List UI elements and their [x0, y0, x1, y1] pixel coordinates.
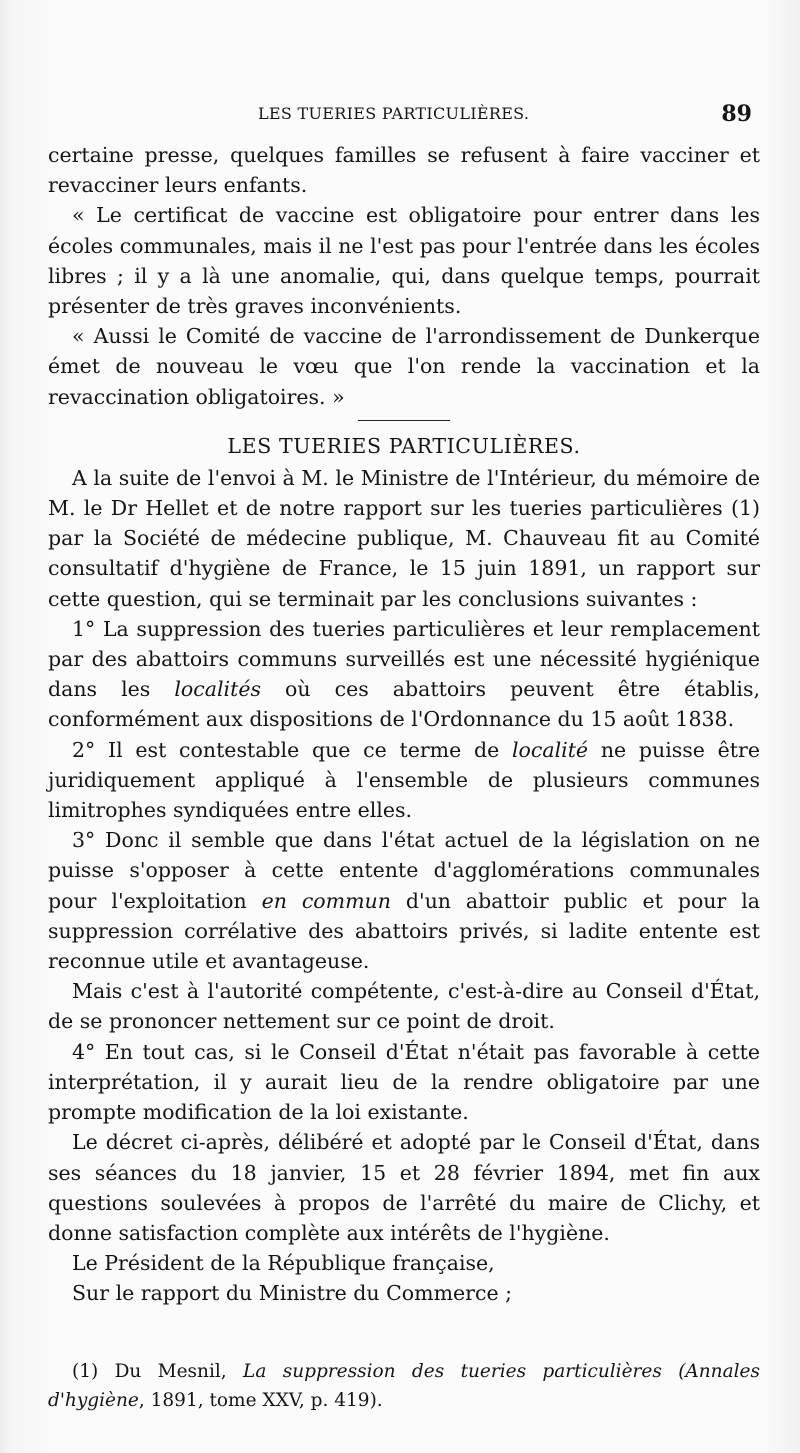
paragraph-quote-comite: « Aussi le Comité de vaccine de l'arrondissement de Dunkerque émet de nouveau le vœu que l'on rende la vaccination et la revaccination obligatoires. »: [48, 324, 760, 409]
section-heading: LES TUERIES PARTICULIÈRES.: [227, 433, 581, 458]
conclusion-4: 4° En tout cas, si le Conseil d'État n'était pas favorable à cette interprétation, il y aurait lieu de la rendre obligatoire par une prompte modification de la loi existante.: [48, 1039, 760, 1125]
footnote: [48, 1357, 760, 1415]
conclusion-3-text-b: d'un abattoir public et pour la suppression corrélative des abattoirs privés, si ladite entente est reconnue utile et avantageuse.: [48, 888, 760, 974]
footnote-text-b: , 1891, tome XXV, p. 419).: [138, 1390, 383, 1411]
body-text: [48, 140, 760, 1309]
footnote-emphasis: La suppression des tueries particulières (Annales d'hygiène: [48, 1361, 760, 1411]
paragraph-continuation: certaine presse, quelques familles se refusent à faire vacciner et revacciner leurs enfants.: [48, 143, 760, 198]
conclusion-3-text-a: 3° Donc il semble que dans l'état actuel de la législation on ne puisse s'opposer à cette entente d'agglomérations communales pour l'exploitation: [48, 828, 760, 913]
conclusion-2-text-b: ne puisse être juridiquement appliqué à l'ensemble de plusieurs communes limitrophes syndiquées entre elles.: [48, 737, 760, 823]
paragraph-president: Le Président de la République française,: [72, 1251, 495, 1276]
paragraph-intro: A la suite de l'envoi à M. le Ministre de l'Intérieur, du mémoire de M. le Dr Hellet et de notre rapport sur les tueries particulières (1) par la Société de médecine publique, M. Chauveau fit au Comité consultatif d'hygiène de France, le 15 juin 1891, un rapport sur cette question, qui se terminait par les conclusions suivantes :: [48, 465, 760, 611]
section-divider: [358, 420, 450, 421]
conclusion-1-text-a: 1° La suppression des tueries particulières et leur remplacement par des abattoirs communs surveillés est une nécessité hygiénique dans les: [48, 616, 760, 702]
conclusion-3: [48, 825, 760, 976]
paragraph-quote-certificat: « Le certificat de vaccine est obligatoire pour entrer dans les écoles communales, mais il ne l'est pas pour l'entrée dans les écoles libres ; il y a là une anomalie, qui, dans quelque temps, pourrait présenter de très graves inconvénients.: [48, 203, 760, 319]
conclusion-1-emphasis: localités: [174, 677, 261, 702]
paragraph-conseil-etat: Mais c'est à l'autorité compétente, c'est-à-dire au Conseil d'État, de se prononcer nettement sur ce point de droit.: [48, 979, 760, 1034]
running-title: LES TUERIES PARTICULIÈRES.: [258, 104, 530, 123]
footnote-text-a: (1) Du Mesnil,: [72, 1361, 244, 1382]
conclusion-2: [48, 735, 760, 826]
conclusion-1-text-b: où ces abattoirs peuvent être établis, conformément aux dispositions de l'Ordonnance du 15 août 1838.: [48, 677, 760, 732]
conclusion-2-text-a: 2° Il est contestable que ce terme de: [72, 737, 512, 762]
conclusion-2-emphasis: localité: [511, 737, 589, 762]
conclusion-1: [48, 614, 760, 735]
footnote-text: [48, 1357, 760, 1415]
conclusion-3-emphasis: en commun: [261, 888, 391, 913]
running-header: [48, 101, 760, 128]
page-number: 89: [721, 101, 752, 127]
paragraph-rapport: Sur le rapport du Ministre du Commerce ;: [72, 1281, 512, 1306]
paragraph-decret: Le décret ci-après, délibéré et adopté par le Conseil d'État, dans ses séances du 18 janvier, 15 et 28 février 1894, met fin aux questions soulevées à propos de l'arrêté du maire de Clichy, et donne satisfaction complète aux intérêts de l'hygiène.: [48, 1130, 760, 1245]
